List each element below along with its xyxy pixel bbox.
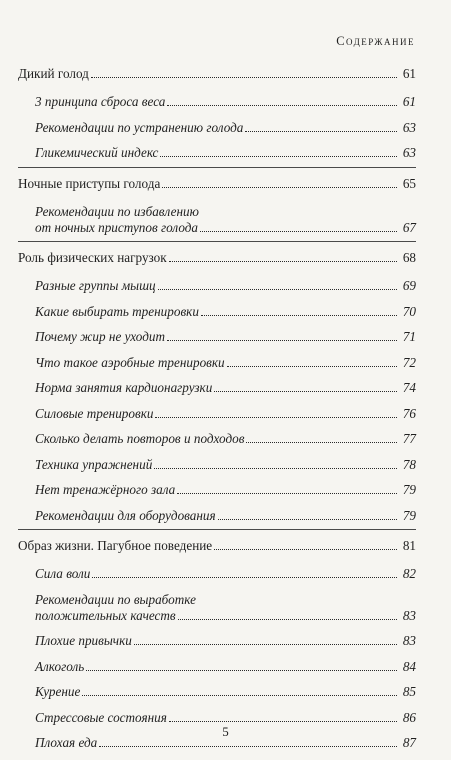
toc-chapter-entry[interactable] — [18, 530, 416, 562]
leader-dots — [158, 289, 397, 290]
toc-sub-entry[interactable] — [18, 220, 416, 242]
toc-sub-entry[interactable] — [18, 274, 416, 300]
leader-dots — [92, 577, 397, 578]
toc-sub-title: Алкоголь — [35, 658, 85, 674]
toc-page-number: 84 — [402, 658, 416, 674]
toc-section — [18, 530, 416, 757]
toc-page-number: 76 — [402, 405, 416, 421]
toc-page-number: 63 — [402, 119, 416, 135]
toc-section — [18, 242, 416, 530]
toc-sub-title: Гликемический индекс — [35, 145, 159, 160]
toc-sub-entry[interactable] — [18, 90, 416, 116]
toc-section — [18, 58, 416, 168]
toc-sub-title: Нет тренажёрного зала — [35, 482, 176, 497]
toc-sub-entry[interactable] — [18, 562, 416, 588]
leader-dots — [177, 493, 397, 494]
toc-page-number: 71 — [402, 329, 416, 344]
toc-page-number: 86 — [402, 709, 416, 725]
toc-sub-entry[interactable] — [18, 376, 416, 402]
toc-page-number: 87 — [402, 735, 416, 750]
toc-sub-title-line1: Рекомендации по выработке — [35, 591, 196, 607]
toc-sub-title: от ночных приступов голода — [35, 219, 199, 235]
leader-dots — [178, 619, 397, 620]
toc-page-number: 61 — [402, 94, 416, 109]
toc-chapter-entry[interactable] — [18, 168, 416, 200]
toc-sub-title: Рекомендации для оборудования — [35, 507, 216, 523]
toc-section — [18, 168, 416, 243]
toc-sub-title: Какие выбирать тренировки — [35, 303, 199, 319]
table-of-contents — [18, 58, 416, 757]
toc-sub-entry[interactable] — [18, 351, 416, 377]
toc-page-number: 68 — [402, 250, 416, 265]
toc-sub-title: Что такое аэробные тренировки — [35, 354, 225, 370]
toc-sub-title: Стрессовые состояния — [35, 709, 167, 725]
toc-page-number: 70 — [402, 303, 416, 319]
toc-page-number: 61 — [402, 66, 416, 81]
leader-dots — [154, 468, 397, 469]
toc-page-number: 81 — [402, 538, 416, 553]
leader-dots — [162, 187, 397, 188]
leader-dots — [169, 261, 397, 262]
leader-dots — [200, 231, 397, 232]
toc-sub-title: 3 принципа сброса веса — [35, 94, 166, 109]
leader-dots — [245, 131, 397, 132]
toc-page-number: 83 — [402, 607, 416, 623]
toc-sub-title: Сколько делать повторов и подходов — [35, 431, 245, 446]
leader-dots — [167, 105, 397, 106]
toc-sub-entry[interactable] — [18, 680, 416, 706]
toc-page-number: 67 — [402, 219, 416, 235]
leader-dots — [86, 670, 397, 671]
leader-dots — [246, 442, 397, 443]
running-head: Содержание — [336, 34, 415, 48]
leader-dots — [134, 644, 397, 645]
toc-chapter-title: Образ жизни. Пагубное поведение — [18, 538, 213, 553]
leader-dots — [99, 746, 397, 747]
toc-chapter-title: Ночные приступы голода — [18, 175, 161, 191]
toc-page-number: 72 — [402, 354, 416, 370]
toc-sub-title: положительных качеств — [35, 607, 176, 623]
toc-sub-entry[interactable] — [18, 300, 416, 326]
leader-dots — [160, 156, 397, 157]
toc-sub-title: Силовые тренировки — [35, 405, 154, 421]
toc-sub-title: Разные группы мышц — [35, 278, 156, 293]
toc-page-number: 82 — [402, 566, 416, 581]
toc-page-number: 69 — [402, 278, 416, 293]
toc-sub-title-line1: Рекомендации по избавлению — [35, 203, 199, 219]
leader-dots — [167, 340, 397, 341]
toc-sub-entry[interactable] — [18, 116, 416, 142]
toc-sub-entry[interactable] — [18, 504, 416, 530]
toc-sub-entry[interactable] — [18, 402, 416, 428]
toc-chapter-title: Роль физических нагрузок — [18, 250, 167, 265]
toc-page-number: 77 — [402, 431, 416, 446]
leader-dots — [91, 77, 397, 78]
toc-sub-title: Сила воли — [35, 566, 91, 581]
toc-sub-title: Плохая еда — [35, 735, 98, 750]
toc-page-number: 79 — [402, 507, 416, 523]
toc-sub-entry[interactable] — [18, 478, 416, 504]
toc-sub-entry[interactable] — [18, 453, 416, 479]
toc-sub-title: Почему жир не уходит — [35, 329, 166, 344]
toc-sub-entry[interactable] — [18, 141, 416, 167]
toc-sub-entry[interactable] — [18, 629, 416, 655]
toc-page-number: 85 — [402, 684, 416, 699]
leader-dots — [201, 315, 397, 316]
toc-sub-entry[interactable] — [18, 655, 416, 681]
toc-page-number: 78 — [402, 456, 416, 472]
toc-sub-title: Курение — [35, 684, 81, 699]
toc-chapter-entry[interactable] — [18, 242, 416, 274]
toc-page-number: 65 — [402, 175, 416, 191]
leader-dots — [214, 549, 397, 550]
leader-dots — [214, 391, 397, 392]
leader-dots — [155, 417, 397, 418]
toc-sub-title: Плохие привычки — [35, 633, 132, 648]
toc-sub-title: Рекомендации по устранению голода — [35, 119, 244, 135]
leader-dots — [218, 519, 397, 520]
toc-page-number: 63 — [402, 145, 416, 160]
toc-sub-entry[interactable] — [18, 608, 416, 630]
toc-sub-title: Норма занятия кардионагрузки — [35, 380, 213, 395]
leader-dots — [169, 721, 397, 722]
page-number: 5 — [222, 724, 229, 739]
leader-dots — [227, 366, 397, 367]
toc-chapter-entry[interactable] — [18, 58, 416, 90]
toc-chapter-title: Дикий голод — [18, 66, 89, 81]
toc-page-number: 83 — [402, 633, 416, 648]
toc-page-number: 74 — [402, 380, 416, 395]
toc-sub-entry[interactable] — [18, 325, 416, 351]
toc-page-number: 79 — [402, 482, 416, 497]
toc-sub-entry[interactable] — [18, 427, 416, 453]
leader-dots — [82, 695, 397, 696]
toc-sub-title: Техника упражнений — [35, 456, 153, 472]
